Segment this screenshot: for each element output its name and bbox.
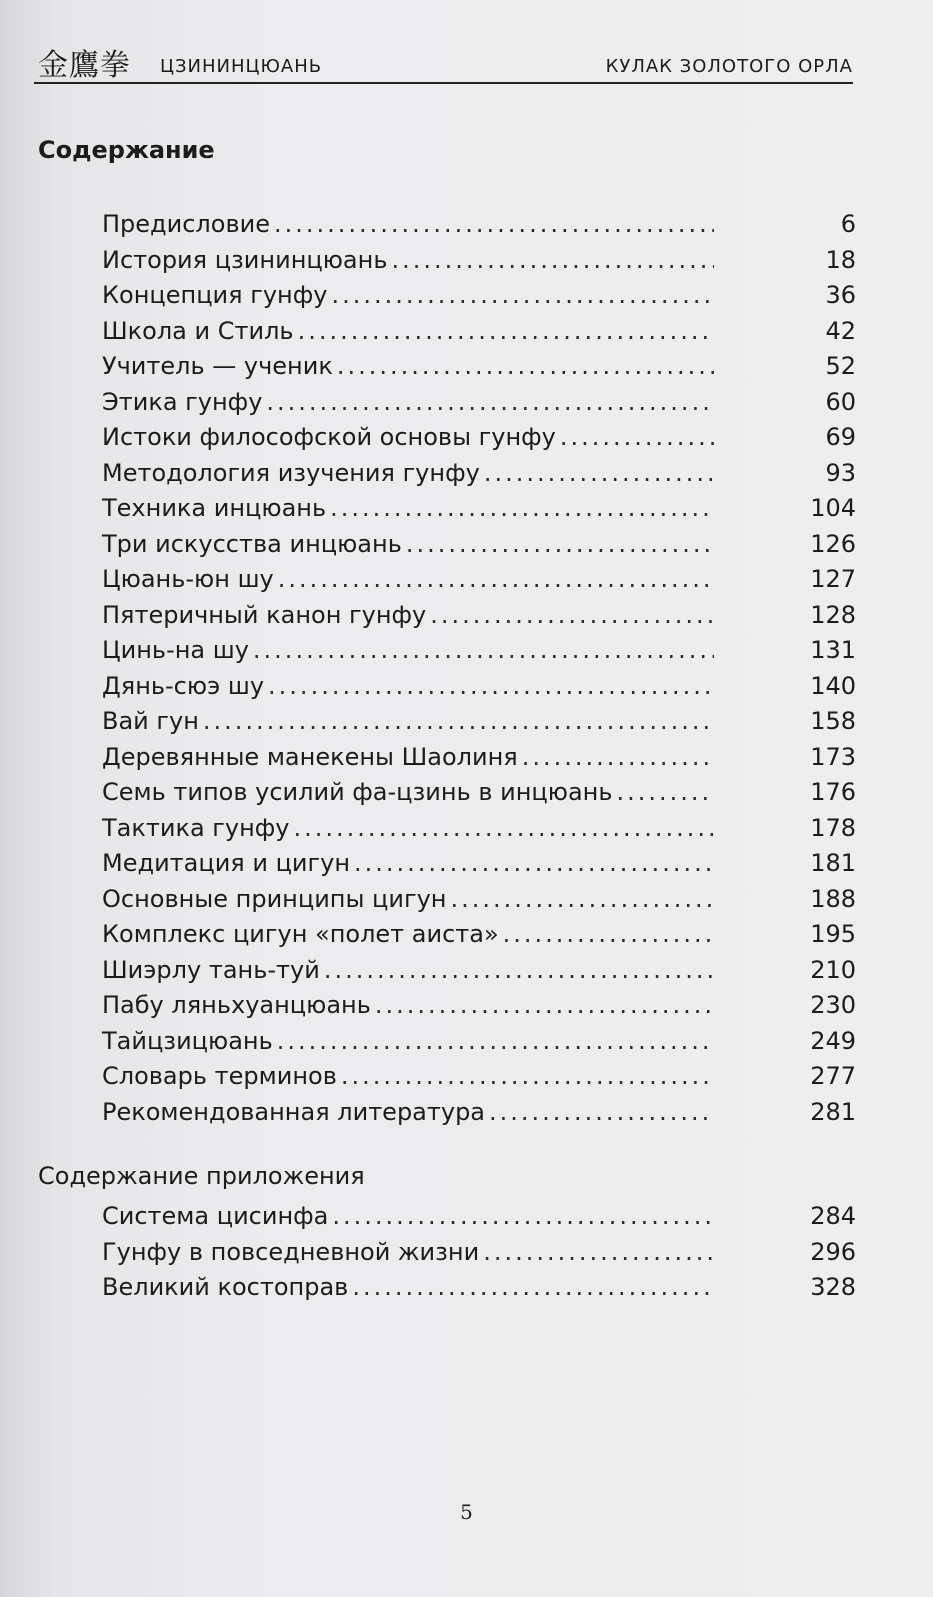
toc-entry bbox=[102, 740, 856, 776]
toc-dot-leader bbox=[354, 846, 714, 882]
toc-entry bbox=[102, 882, 856, 918]
toc-entry bbox=[102, 491, 856, 527]
toc-entry-title: Великий костоправ bbox=[102, 1273, 349, 1301]
toc-entry-page: 140 bbox=[810, 671, 856, 700]
toc-entry bbox=[102, 1059, 856, 1095]
toc-entry-title: Медитация и цигун bbox=[102, 849, 351, 877]
toc-entry-title: Техника инцюань bbox=[102, 494, 327, 522]
toc-entry-title: Пятеричный канон гунфу bbox=[102, 600, 427, 629]
toc-entry-page: 284 bbox=[810, 1202, 856, 1230]
toc-entry-page: 296 bbox=[810, 1237, 856, 1266]
toc-entry-title: Тактика гунфу bbox=[102, 813, 290, 842]
toc-entry-page: 230 bbox=[810, 991, 856, 1019]
toc-entry-title: Деревянные манекены Шаолиня bbox=[102, 742, 518, 771]
toc-dot-leader bbox=[616, 775, 714, 811]
page-number: 5 bbox=[460, 1500, 473, 1524]
header-right-title: КУЛАК ЗОЛОТОГО ОРЛА bbox=[605, 56, 853, 77]
toc-dot-leader bbox=[484, 456, 714, 492]
toc-entry-title: Учитель — ученик bbox=[102, 352, 333, 380]
toc-entry-page: 42 bbox=[825, 316, 856, 345]
toc-entry bbox=[102, 349, 856, 385]
toc-dot-leader bbox=[331, 278, 714, 314]
toc-entry-page: 249 bbox=[810, 1026, 856, 1055]
toc-dot-leader bbox=[330, 491, 714, 527]
toc-entry-page: 281 bbox=[810, 1097, 856, 1126]
toc-entry bbox=[102, 953, 856, 989]
toc-entry-title: Шиэрлу тань-туй bbox=[102, 955, 320, 984]
toc-entry-title: Предисловие bbox=[102, 210, 270, 238]
toc-list bbox=[102, 207, 856, 1130]
toc-dot-leader bbox=[430, 598, 714, 634]
toc-entry bbox=[102, 1024, 856, 1060]
toc-entry-title: Методология изучения гунфу bbox=[102, 458, 480, 487]
toc-entry-page: 158 bbox=[810, 707, 856, 735]
toc-dot-leader bbox=[298, 314, 714, 350]
toc-dot-leader bbox=[274, 207, 714, 243]
toc-dot-leader bbox=[324, 953, 714, 989]
toc-entry-title: Гунфу в повседневной жизни bbox=[102, 1237, 480, 1266]
toc-entry bbox=[102, 598, 856, 634]
toc-entry-title: Истоки философской основы гунфу bbox=[102, 423, 556, 451]
toc-entry-title: Семь типов усилий фа-цзинь в инцюань bbox=[102, 778, 613, 806]
toc-dot-leader bbox=[268, 669, 714, 705]
toc-dot-leader bbox=[483, 1235, 714, 1271]
toc-entry bbox=[102, 704, 856, 740]
toc-entry-page: 176 bbox=[810, 778, 856, 806]
toc-dot-leader bbox=[451, 882, 715, 918]
toc-entry-page: 36 bbox=[825, 281, 856, 309]
toc-entry-title: Концепция гунфу bbox=[102, 281, 328, 309]
toc-entry-title: Система цисинфа bbox=[102, 1202, 329, 1230]
toc-entry-page: 6 bbox=[840, 210, 856, 238]
toc-entry bbox=[102, 314, 856, 350]
toc-entry-page: 195 bbox=[810, 920, 856, 948]
toc-entry-page: 93 bbox=[825, 458, 856, 487]
toc-entry-page: 188 bbox=[810, 884, 856, 913]
toc-entry bbox=[102, 385, 856, 421]
toc-entry bbox=[102, 846, 856, 882]
toc-dot-leader bbox=[406, 527, 714, 563]
toc-dot-leader bbox=[277, 1024, 714, 1060]
toc-entry-page: 60 bbox=[825, 387, 856, 416]
toc-entry-page: 69 bbox=[825, 423, 856, 451]
toc-entry-page: 328 bbox=[810, 1273, 856, 1301]
toc-entry-title: Комплекс цигун «полет аиста» bbox=[102, 920, 499, 948]
toc-entry bbox=[102, 775, 856, 811]
toc-entry-page: 18 bbox=[825, 245, 856, 274]
appendix-heading: Содержание приложения bbox=[38, 1162, 365, 1190]
toc-entry-title: Вай гун bbox=[102, 707, 199, 735]
toc-entry bbox=[102, 278, 856, 314]
toc-entry-page: 131 bbox=[810, 636, 856, 664]
toc-entry bbox=[102, 1270, 856, 1306]
toc-dot-leader bbox=[278, 562, 714, 598]
toc-entry-page: 181 bbox=[810, 849, 856, 877]
toc-dot-leader bbox=[352, 1270, 714, 1306]
toc-dot-leader bbox=[203, 704, 714, 740]
toc-dot-leader bbox=[341, 1059, 714, 1095]
appendix-list bbox=[102, 1199, 856, 1306]
toc-dot-leader bbox=[391, 243, 714, 279]
toc-dot-leader bbox=[522, 740, 714, 776]
toc-entry bbox=[102, 420, 856, 456]
toc-entry-title: Тайцзицюань bbox=[102, 1026, 273, 1055]
toc-entry bbox=[102, 1095, 856, 1131]
toc-entry bbox=[102, 988, 856, 1024]
toc-entry bbox=[102, 207, 856, 243]
toc-entry bbox=[102, 243, 856, 279]
toc-entry bbox=[102, 633, 856, 669]
header-left-title: ЦЗИНИНЦЮАНЬ bbox=[160, 56, 323, 77]
toc-entry-title: Словарь терминов bbox=[102, 1062, 337, 1090]
toc-dot-leader bbox=[489, 1095, 714, 1131]
toc-entry-title: Основные принципы цигун bbox=[102, 884, 447, 913]
toc-entry bbox=[102, 456, 856, 492]
toc-heading: Содержание bbox=[38, 136, 215, 164]
toc-entry-page: 127 bbox=[810, 565, 856, 593]
toc-entry bbox=[102, 917, 856, 953]
toc-dot-leader bbox=[266, 385, 714, 421]
toc-entry bbox=[102, 562, 856, 598]
toc-entry-page: 52 bbox=[825, 352, 856, 380]
toc-dot-leader bbox=[294, 811, 715, 847]
toc-entry bbox=[102, 669, 856, 705]
toc-entry-page: 173 bbox=[810, 742, 856, 771]
toc-entry-page: 178 bbox=[810, 813, 856, 842]
toc-entry bbox=[102, 1235, 856, 1271]
toc-entry-title: Цинь-на шу bbox=[102, 636, 249, 664]
toc-entry-title: История цзининцюань bbox=[102, 245, 388, 274]
toc-dot-leader bbox=[375, 988, 714, 1024]
toc-entry-title: Школа и Стиль bbox=[102, 316, 294, 345]
toc-dot-leader bbox=[253, 633, 714, 669]
toc-entry bbox=[102, 811, 856, 847]
toc-entry-title: Пабу ляньхуанцюань bbox=[102, 991, 371, 1019]
toc-entry-page: 126 bbox=[810, 529, 856, 558]
running-header bbox=[34, 38, 853, 84]
toc-dot-leader bbox=[337, 349, 714, 385]
toc-entry-title: Три искусства инцюань bbox=[102, 529, 402, 558]
toc-entry bbox=[102, 527, 856, 563]
toc-entry-title: Дянь-сюэ шу bbox=[102, 671, 265, 700]
toc-entry bbox=[102, 1199, 856, 1235]
toc-entry-page: 128 bbox=[810, 600, 856, 629]
toc-entry-page: 104 bbox=[810, 494, 856, 522]
header-chinese-title: 金鷹拳 bbox=[38, 48, 131, 83]
toc-entry-page: 277 bbox=[810, 1062, 856, 1090]
toc-entry-page: 210 bbox=[810, 955, 856, 984]
toc-dot-leader bbox=[503, 917, 714, 953]
toc-entry-title: Рекомендованная литература bbox=[102, 1097, 486, 1126]
toc-dot-leader bbox=[560, 420, 714, 456]
toc-dot-leader bbox=[332, 1199, 714, 1235]
toc-entry-title: Цюань-юн шу bbox=[102, 565, 274, 593]
toc-entry-title: Этика гунфу bbox=[102, 387, 263, 416]
